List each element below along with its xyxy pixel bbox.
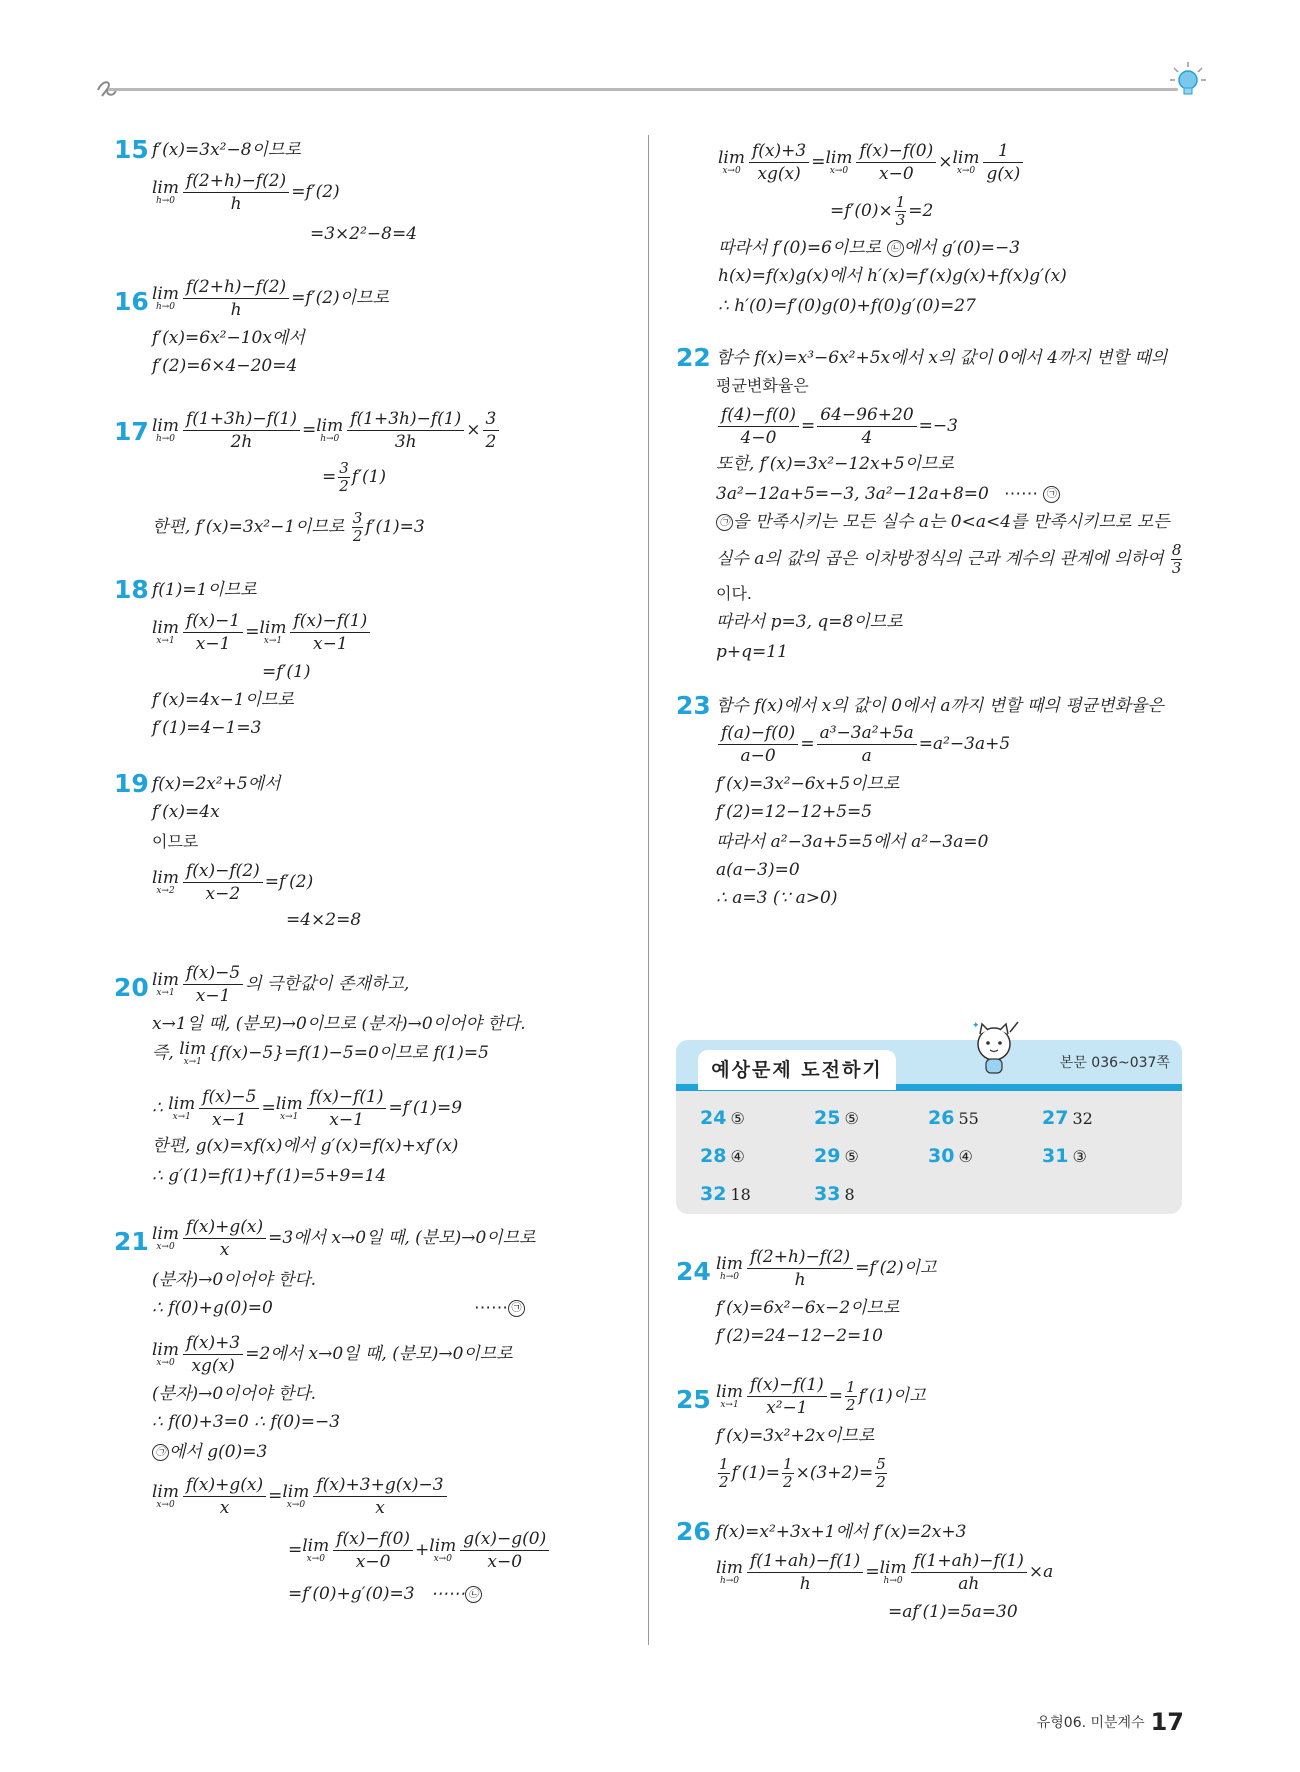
problem-line: 3a²−12a+5=−3, 3a²−12a+8=0: [716, 484, 989, 504]
answer-item: [700, 1144, 745, 1169]
answer-value: ④: [958, 1147, 973, 1166]
problem-line: =f′(0)× $\frac{1}{3}$ =2: [830, 193, 934, 229]
page-footer: [1037, 1708, 1184, 1736]
answer-value: 32: [1072, 1109, 1093, 1128]
problem-line: a(a−3)=0: [716, 860, 800, 880]
problem-line: ∴ h′(0)=f′(0)g(0)+f(0)g′(0)=27: [718, 296, 976, 316]
problem-line: lim x→0 $\frac{f(x)+3}{xg(x)}$ =2에서 x→0일 때, (분모)→0이므로: [152, 1333, 513, 1376]
answer-value: ⑤: [844, 1109, 859, 1128]
problem-line: f′(x)=6x²−10x에서: [152, 328, 305, 348]
problem-line: f′(2)=12−12+5=5: [716, 802, 873, 822]
problem-number: 17: [114, 417, 149, 446]
answer-item: [700, 1182, 751, 1207]
problem-line: f′(2)=6×4−20=4: [152, 356, 298, 376]
problem-line: lim h→0 $\frac{f(2+h)-f(2)}{h}$ =f′(2): [152, 171, 340, 214]
answer-number: 26: [928, 1107, 955, 1129]
answer-value: ⑤: [844, 1147, 859, 1166]
problem-line: 실수 a의 값의 곱은 이차방정식의 근과 계수의 관계에 의하여 $\frac{8}{3}$: [716, 541, 1182, 577]
problem-line: ∴ f(0)+3=0 ∴ f(0)=−3: [152, 1412, 341, 1432]
answer-box-ref: 본문 036~037쪽: [1059, 1055, 1170, 1071]
problem-line: ∴ lim x→1 $\frac{f(x)-5}{x-1}$ = lim x→1 $\frac{f(x)-f(1)}{x-1}$ =f′(1)=9: [152, 1087, 463, 1130]
answer-number: 30: [928, 1145, 955, 1167]
problem-line: lim x→1 $\frac{f(x)-f(1)}{\text{x²−1}}$ = $\frac{1}{2}$ f′(1)이고: [716, 1375, 926, 1418]
answer-number: 24: [700, 1107, 727, 1129]
marker: ⋯⋯ ㉠: [1004, 482, 1060, 506]
problem-line: f′(x)=6x²−6x−2이므로: [716, 1298, 900, 1318]
problem-line: lim x→0 $\frac{f(x)+3}{xg(x)}$ = lim x→0 $\frac{f(x)-f(0)}{x-0}$ × lim x→0 $\frac{1}{g(x)}$: [718, 140, 1025, 185]
problem-line: $\frac{f(4)-f(0)}{4-0}$ = $\frac{64-96+20}{4}$ =−3: [716, 404, 958, 449]
problem-line: (분자)→0이어야 한다.: [152, 1270, 317, 1290]
problem-line: f(x)=2x²+5에서: [152, 774, 281, 794]
problem-line: ∴ g′(1)=f(1)+f′(1)=5+9=14: [152, 1166, 387, 1186]
problem-line: lim h→0 $\frac{f(1+ah)-f(1)}{h}$ = lim h→0 $\frac{f(1+ah)-f(1)}{ah}$ ×a: [716, 1551, 1054, 1594]
problem-line: ∴ f(0)+g(0)=0: [152, 1298, 273, 1318]
column-divider: [648, 135, 649, 1645]
problem-line: lim h→0 $\frac{f(2+h)-f(2)}{h}$ =f′(2)이고: [716, 1247, 937, 1290]
answer-value: ⑤: [730, 1109, 745, 1128]
problem-number: 24: [676, 1257, 711, 1286]
problem-line: =4×2=8: [286, 910, 362, 930]
answer-number: 33: [814, 1183, 841, 1205]
svg-text:✦: ✦: [972, 1021, 980, 1031]
problem-line: lim h→0 $\frac{f(1+3h)-f(1)}{2h}$ = lim h→0 $\frac{f(1+3h)-f(1)}{3h}$ × $\frac{3}{2}$: [152, 408, 501, 453]
problem-line: lim x→0 $\frac{f(x)+g(x)}{x}$ = lim x→0 $\frac{f(x)+3+g(x)-3}{x}$: [152, 1474, 449, 1519]
answer-item: [1042, 1144, 1087, 1169]
marker: ⋯⋯ ㉠: [474, 1296, 525, 1320]
problem-line: =f′(1): [262, 662, 311, 682]
answer-value: 8: [844, 1185, 855, 1204]
answer-box: [676, 1040, 1182, 1214]
problem-line: 또한, f′(x)=3x²−12x+5이므로: [716, 454, 954, 474]
problem-line: 따라서 f′(0)=6이므로 ㉡ 에서 g′(0)=−3: [718, 238, 1021, 258]
answer-item: [814, 1106, 859, 1131]
answer-item: [814, 1144, 859, 1169]
answer-value: 18: [730, 1185, 751, 1204]
problem-line: f′(x)=3x²+2x이므로: [716, 1426, 875, 1446]
answer-item: [1042, 1106, 1093, 1131]
problem-line: lim h→0 $\frac{f(2+h)-f(2)}{h}$ =f′(2)이므로: [152, 277, 389, 320]
problem-line: =3×2²−8=4: [310, 224, 418, 244]
problem-line: lim x→1 $\frac{f(x)-5}{x-1}$ 의 극한값이 존재하고,: [152, 963, 410, 1006]
problem-line: 이므로: [152, 832, 199, 851]
answer-number: 27: [1042, 1107, 1069, 1129]
problem-line: f′(x)=4x: [152, 802, 220, 822]
problem-number: 16: [114, 287, 149, 316]
problem-number: 20: [114, 973, 149, 1002]
problem-line: p+q=11: [716, 642, 788, 662]
problem-line: f′(x)=3x²−8이므로: [152, 140, 301, 160]
problem-line: = lim x→0 $\frac{f(x)-f(0)}{x-0}$ + lim x→0 $\frac{g(x)-g(0)}{x-0}$: [288, 1528, 551, 1573]
answer-value: 55: [958, 1109, 979, 1128]
lightbulb-icon: [1168, 58, 1208, 102]
problem-line: f′(1)=4−1=3: [152, 718, 262, 738]
problem-line: h(x)=f(x)g(x)에서 h′(x)=f′(x)g(x)+f(x)g′(x): [718, 266, 1067, 286]
problem-line: = $\frac{3}{2}$ f′(1): [322, 459, 387, 495]
problem-line: f′(2)=24−12−2=10: [716, 1326, 883, 1346]
answer-number: 31: [1042, 1145, 1069, 1167]
problem-line: ㉠ 을 만족시키는 모든 실수 a는 0<a<4를 만족시키므로 모든: [716, 510, 1170, 534]
problem-line: x→1일 때, (분모)→0이므로 (분자)→0이어야 한다.: [152, 1014, 526, 1034]
problem-line: 함수 f(x)=x³−6x²+5x에서 x의 값이 0에서 4까지 변할 때의: [716, 348, 1168, 368]
page-number: 17: [1150, 1708, 1184, 1736]
problem-number: 18: [114, 575, 149, 604]
answer-item: [928, 1106, 979, 1131]
answer-box-title: 예상문제 도전하기: [698, 1050, 896, 1090]
problem-line: lim x→2 $\frac{f(x)-f(2)}{x-2}$ =f′(2): [152, 861, 314, 904]
problem-line: f(x)=x²+3x+1에서 f′(x)=2x+3: [716, 1522, 967, 1542]
answer-item: [700, 1106, 745, 1131]
problem-line: 함수 f(x)에서 x의 값이 0에서 a까지 변할 때의 평균변화율은: [716, 696, 1164, 716]
problem-line: 평균변화율은: [716, 376, 809, 395]
problem-line: f′(x)=3x²−6x+5이므로: [716, 774, 900, 794]
problem-line: 이다.: [716, 584, 752, 603]
problem-line: f′(x)=4x−1이므로: [152, 690, 294, 710]
problem-number: 15: [114, 135, 149, 164]
problem-line: lim x→0 $\frac{f(x)+g(x)}{x}$ =3에서 x→0일 때, (분모)→0이므로: [152, 1217, 536, 1260]
problem-line: 한편, f′(x)=3x²−1이므로 $\frac{3}{2}$ f′(1)=3: [152, 509, 425, 545]
section-label: 유형06. 미분계수: [1036, 1715, 1145, 1731]
problem-line: 한편, g(x)=xf(x)에서 g′(x)=f(x)+xf′(x): [152, 1136, 459, 1156]
problem-number: 25: [676, 1385, 711, 1414]
top-rule: [108, 88, 1178, 91]
answer-item: [928, 1144, 973, 1169]
answer-item: [814, 1182, 855, 1207]
cat-mascot-icon: [966, 1018, 1022, 1082]
problem-line: 따라서 p=3, q=8이므로: [716, 612, 903, 632]
answer-number: 28: [700, 1145, 727, 1167]
problem-line: $\frac{f(a)-f(0)}{a-0}$ = $\frac{\text{a³−3a²+5a}}{a}$ =a²−3a+5: [716, 722, 1010, 767]
problem-line: =af′(1)=5a=30: [888, 1602, 1018, 1622]
problem-line: ∴ a=3 (∵ a>0): [716, 888, 838, 908]
answer-value: ④: [730, 1147, 745, 1166]
problem-line: f(1)=1이므로: [152, 580, 257, 600]
problem-line: 즉, lim x→1 {f(x)−5}=f(1)−5=0이므로 f(1)=5: [152, 1039, 489, 1067]
answer-number: 29: [814, 1145, 841, 1167]
problem-line: $\frac{1}{2}$ f′(1)= $\frac{1}{2}$ ×(3+2)= $\frac{5}{2}$: [719, 1455, 886, 1491]
problem-number: 19: [114, 769, 149, 798]
problem-number: 23: [676, 691, 711, 720]
problem-line: 따라서 a²−3a+5=5에서 a²−3a=0: [716, 832, 989, 852]
answer-number: 25: [814, 1107, 841, 1129]
answer-number: 32: [700, 1183, 727, 1205]
problem-line: ㉠ 에서 g(0)=3: [152, 1440, 267, 1464]
problem-number: 26: [676, 1517, 711, 1546]
problem-line: (분자)→0이어야 한다.: [152, 1384, 317, 1404]
problem-number: 21: [114, 1227, 149, 1256]
problem-number: 22: [676, 343, 711, 372]
problem-line: =f′(0)+g′(0)=3 ⋯⋯ ㉡: [288, 1582, 482, 1606]
problem-line: lim x→1 $\frac{f(x)-1}{x-1}$ = lim x→1 $\frac{f(x)-f(1)}{x-1}$: [152, 610, 372, 655]
answer-value: ③: [1072, 1147, 1087, 1166]
